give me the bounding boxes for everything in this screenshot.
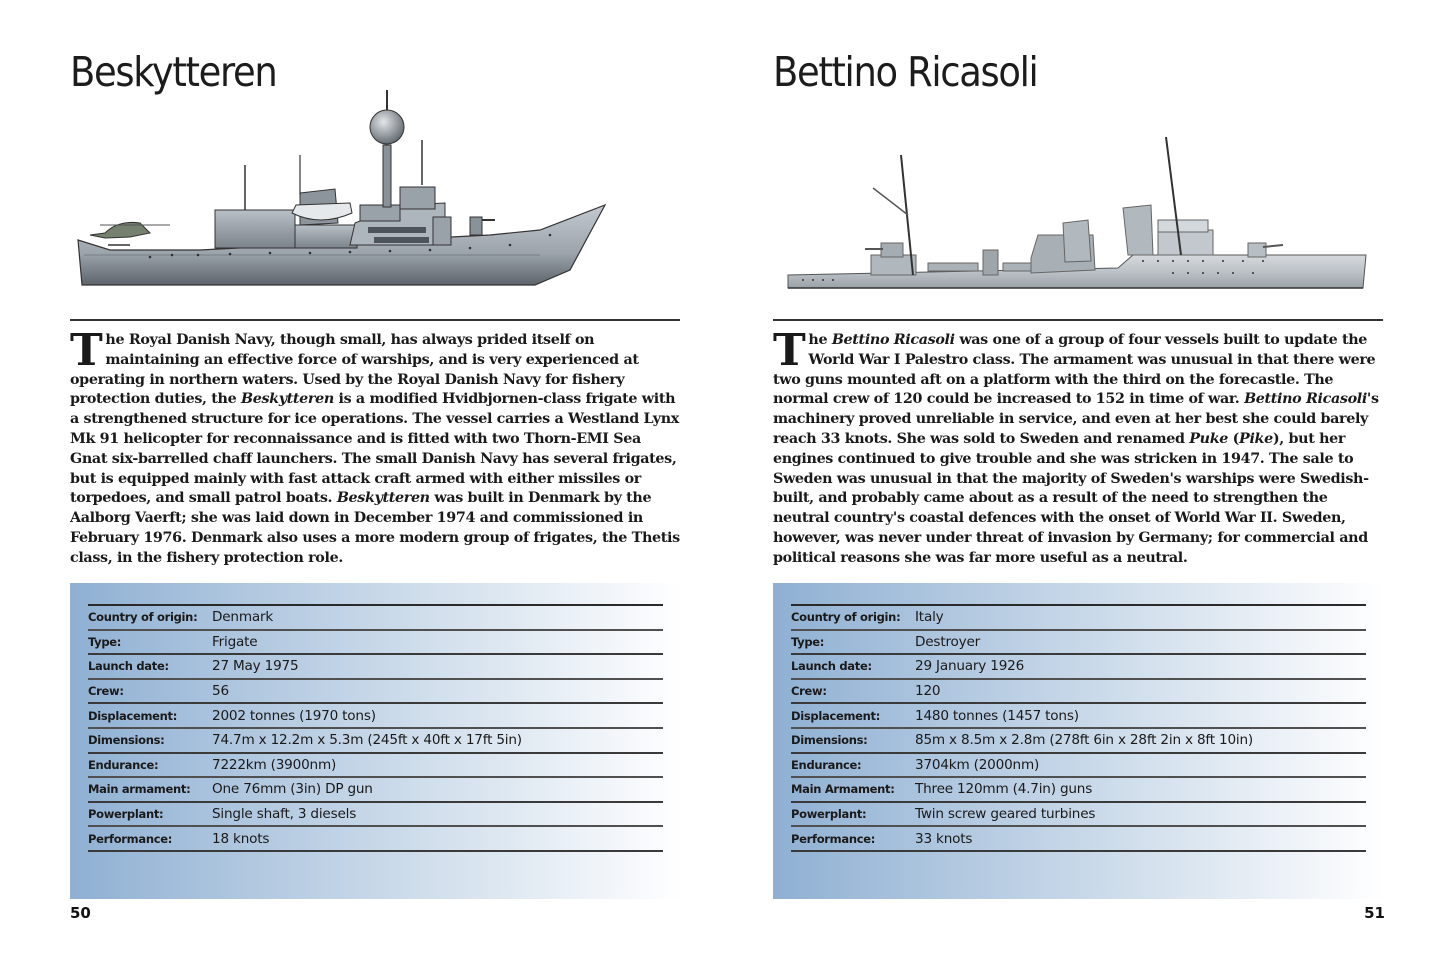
spec-label: Crew: <box>791 684 827 699</box>
spec-label: Displacement: <box>88 708 178 723</box>
spec-label: Powerplant: <box>88 807 164 822</box>
spec-row-country <box>791 606 1366 631</box>
spec-row-crew <box>791 680 1366 705</box>
spec-value: 85m x 8.5m x 2.8m (278ft 6in x 28ft 2in x 8ft 10in) <box>915 732 1253 749</box>
spec-value: 74.7m x 12.2m x 5.3m (245ft x 40ft x 17ft 5in) <box>212 732 522 749</box>
spec-label: Country of origin: <box>791 610 901 625</box>
left-page <box>70 0 682 962</box>
spec-value: 2002 tonnes (1970 tons) <box>212 707 376 724</box>
spec-label: Type: <box>791 634 825 649</box>
spec-label: Country of origin: <box>88 610 198 625</box>
spec-row-displacement <box>791 704 1366 729</box>
spec-label: Launch date: <box>791 659 872 674</box>
spec-row-dimensions <box>88 729 663 754</box>
spec-value: Destroyer <box>915 633 981 650</box>
body-segment: he Royal Danish Navy, though small, has always prided itself on maintaining an effective force of warships, and is very experienced at operating in northern waters. Used by the Royal Danish Navy for fishery protection duties, the <box>70 332 639 408</box>
body-segment: 's machinery proved unreliable in service, and even at her best she could barely reach 33 knots. She was sold to Sweden and renamed <box>773 391 1379 447</box>
section-divider <box>70 319 680 321</box>
spec-label: Main Armament: <box>791 782 895 797</box>
spec-value: Single shaft, 3 diesels <box>212 806 357 823</box>
page-title: Beskytteren <box>70 48 277 96</box>
specifications-panel <box>773 583 1385 899</box>
spec-value: Three 120mm (4.7in) guns <box>915 781 1093 798</box>
spec-value: 56 <box>212 683 229 700</box>
spec-row-powerplant <box>88 803 663 828</box>
spec-value: 120 <box>915 683 941 700</box>
spec-row-armament <box>88 778 663 803</box>
spec-row-type <box>791 631 1366 656</box>
page-title: Bettino Ricasoli <box>773 48 1038 96</box>
body-segment: ), but her engines continued to give trouble and she was stricken in 1947. The sale to Sweden was unusual in that the majority of Sweden's warships were Swedish-built, and probably came about as a result of the need to strengthen the neutral country's coastal defences with the onset of World War II. Sweden, however, was never under threat of invasion by Germany; for commercial and political reasons she was far more useful as a neutral. <box>773 430 1369 566</box>
spec-value: One 76mm (3in) DP gun <box>212 781 373 798</box>
spec-label: Main armament: <box>88 782 191 797</box>
page-number: 51 <box>1364 904 1385 922</box>
spec-label: Endurance: <box>791 757 862 772</box>
spec-table <box>88 604 663 852</box>
spec-row-performance <box>791 827 1366 852</box>
article-body <box>773 325 1385 569</box>
spec-row-endurance <box>88 754 663 779</box>
drop-cap: T <box>773 325 806 376</box>
ship-name-italic: Puke <box>1189 430 1228 447</box>
spec-value: 18 knots <box>212 830 270 847</box>
spec-row-launch-date <box>88 655 663 680</box>
spec-row-dimensions <box>791 729 1366 754</box>
spec-label: Dimensions: <box>88 733 165 748</box>
spec-label: Dimensions: <box>791 733 868 748</box>
spec-row-endurance <box>791 754 1366 779</box>
spec-row-displacement <box>88 704 663 729</box>
spec-value: Frigate <box>212 633 258 650</box>
ship-name-italic: Pike <box>1239 430 1273 447</box>
spec-row-performance <box>88 827 663 852</box>
spec-value: Denmark <box>212 609 274 626</box>
section-divider <box>773 319 1383 321</box>
body-segment: was built in Denmark by the Aalborg Vaerft; she was laid down in December 1974 and commissioned in February 1976. Denmark also uses a more modern group of frigates, the Thetis class, in the fishery protection role. <box>70 490 680 566</box>
spec-row-type <box>88 631 663 656</box>
spec-row-country <box>88 606 663 631</box>
spec-value: 7222km (3900nm) <box>212 756 337 773</box>
spec-value: 33 knots <box>915 830 973 847</box>
destroyer-drawing-icon <box>773 125 1385 305</box>
spec-label: Crew: <box>88 684 124 699</box>
drop-cap: T <box>70 325 103 376</box>
spec-table <box>791 604 1366 852</box>
right-page <box>773 0 1385 962</box>
ship-illustration-beskytteren <box>70 85 682 305</box>
spec-label: Performance: <box>88 831 173 846</box>
spec-value: 29 January 1926 <box>915 658 1025 675</box>
body-segment: was one of a group of four vessels built to update the World War I Palestro class. The armament was unusual in that there were two guns mounted aft on a platform with the third on the forecastle. The normal crew of 120 could be increased to 152 in time of war. <box>773 332 1376 408</box>
frigate-drawing-icon <box>70 85 682 305</box>
ship-illustration-bettino-ricasoli <box>773 125 1385 305</box>
ship-name-italic: Beskytteren <box>240 391 334 408</box>
specifications-panel <box>70 583 682 899</box>
body-segment: he <box>808 332 832 348</box>
spec-row-launch-date <box>791 655 1366 680</box>
ship-name-italic: Bettino Ricasoli <box>1244 391 1367 408</box>
spec-value: Twin screw geared turbines <box>915 806 1096 823</box>
spec-label: Launch date: <box>88 659 169 674</box>
body-segment: is a modified Hvidbjornen-class frigate with a strengthened structure for ice operations. The vessel carries a Westland Lynx Mk 91 helicopter for reconnaissance and is fitted with two Thorn-EMI Sea Gnat six-barrelled chaff launchers. The small Danish Navy has several frigates, but is equipped mainly with fast attack craft armed with either missiles or torpedoes, and small patrol boats. <box>70 391 679 507</box>
spec-row-crew <box>88 680 663 705</box>
spec-value: Italy <box>915 609 944 626</box>
spec-value: 27 May 1975 <box>212 658 299 675</box>
body-segment: ( <box>1228 430 1240 447</box>
spec-label: Displacement: <box>791 708 881 723</box>
spec-label: Powerplant: <box>791 807 867 822</box>
ship-name-italic: Bettino Ricasoli <box>831 332 955 348</box>
ship-name-italic: Beskytteren <box>336 490 430 507</box>
spec-row-armament <box>791 778 1366 803</box>
article-body <box>70 325 682 569</box>
spec-row-powerplant <box>791 803 1366 828</box>
spec-label: Performance: <box>791 831 876 846</box>
spec-value: 3704km (2000nm) <box>915 756 1040 773</box>
page-number: 50 <box>70 904 91 922</box>
spec-value: 1480 tonnes (1457 tons) <box>915 707 1079 724</box>
spec-label: Endurance: <box>88 757 159 772</box>
spec-label: Type: <box>88 634 122 649</box>
